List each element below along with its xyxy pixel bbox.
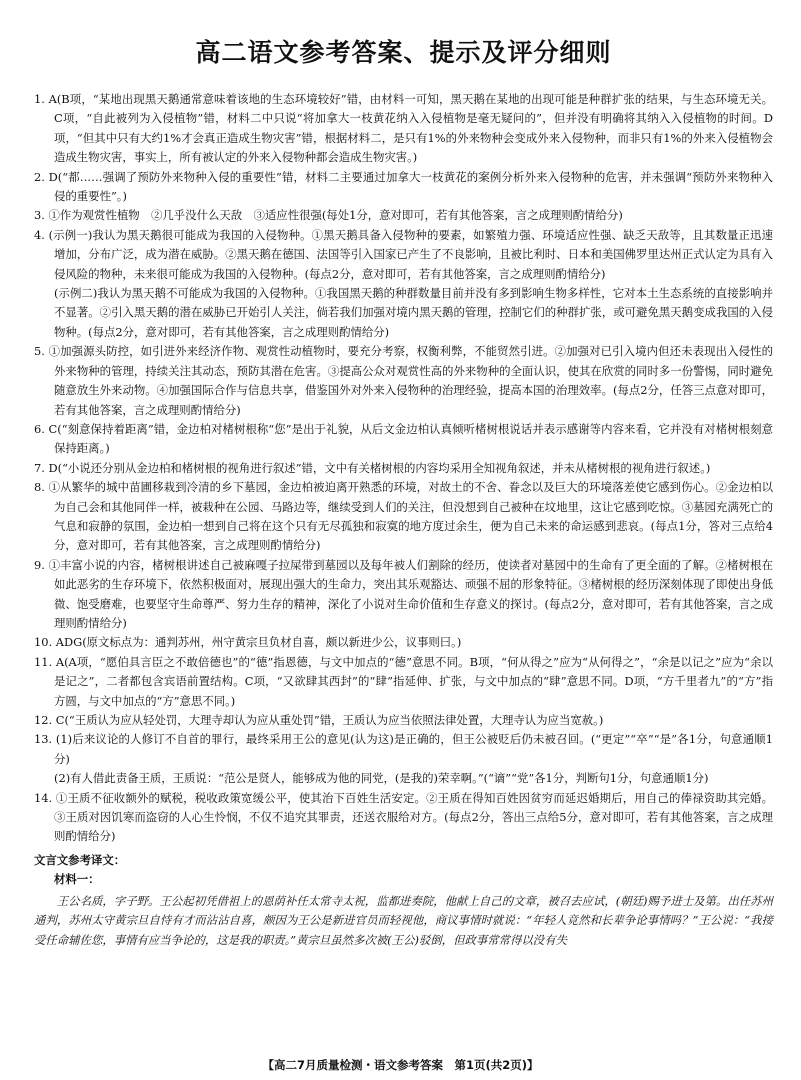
answer-item: 4. (示例一)我认为黑天鹅很可能成为我国的入侵物种。①黑天鹅具备入侵物种的要素，如繁殖力强、环境适应性强、缺乏天敌等，且其数量正迅速增加，分布广泛，成为潜在威胁。②黑天鹅在德国、法国等引入国家已产生了不良影响，且被比利时、日本和美国佛罗里达州正式认定为具有入侵风险的物种，未来很可能成为我国的入侵物种。(每点2分，意对即可，若有其他答案，言之成理则酌情给分) (34, 227, 773, 281)
answer-item: 2. D(“都……强调了预防外来物种入侵的重要性”错，材料二主要通过加拿大一枝黄花的案例分析外来入侵物种的危害，并未强调“预防外来物种入侵的重要性”。) (34, 169, 773, 204)
answer-item: 6. C(“刻意保持着距离”错，金边柏对楮树根称“您”是出于礼貌，从后文金边柏认真倾听楮树根说话并表示感谢等内容来看，它并没有对楮树根刻意保持距离。) (34, 421, 773, 456)
answer-item: 14. ①王质不征收额外的赋税，税收政策宽缓公平，使其治下百姓生活安定。②王质在得知百姓因贫穷而延迟婚期后，用自己的俸禄资助其完婚。③王质对因饥寒而盗窃的人心生怜悯，不仅不追究其罪责，还送衣服给对方。(每点2分，答出三点给5分，意对即可，若有其他答案，言之成理则酌情给分) (34, 790, 773, 844)
answer-item: 9. ①丰富小说的内容，楮树根讲述自己被麻嘎子拉屎带到墓园以及每年被人们割除的经历，使读者对墓园中的生命有了更全面的了解。②楮树根在如此恶劣的生存环境下，依然积极面对，展现出强大的生命力，突出其乐观豁达、顽强不屈的形象特征。③楮树根的经历深刻体现了即使出身低微、饱受磨难，也要坚守生命尊严、努力生存的精神，深化了小说对生命价值和生存意义的探讨。(每点2分，意对即可，若有其他答案，言之成理则酌情给分) (34, 557, 773, 630)
answer-item: 7. D(“小说还分别从金边柏和楮树根的视角进行叙述”错，文中有关楮树根的内容均采用全知视角叙述，并未从楮树根的视角进行叙述。) (34, 460, 711, 475)
answer-item: 8. ①从繁华的城中苗圃移栽到冷清的乡下墓园，金边柏被迫离开熟悉的环境，对故土的不舍、眷念以及巨大的环境落差使它感到伤心。②金边柏以为自己会和其他同伴一样，被栽种在公园、马路边等，继续受到人们的关注，但没想到自己被种在坟地里，这让它感到吃惊。③墓园充满死亡的气息和寂静的氛围，金边柏一想到自己将在这个只有无尽孤独和寂寞的地方度过余生，便为自己未来的命运感到悲哀。(每点1分，答对三点给4分，意对即可，若有其他答案，言之成理则酌情给分) (34, 480, 773, 553)
answer-item: 3. ①作为观赏性植物 ②几乎没什么天敌 ③适应性很强(每处1分，意对即可，若有其他答案，言之成理则酌情给分) (34, 208, 623, 223)
answer-item: 10. ADG(原文标点为：通判苏州，州守黄宗旦负材自喜，颇以新进少公，议事则曰。) (34, 635, 462, 650)
section-heading: 文言文参考译文： (34, 852, 126, 867)
page-title: 高二语文参考答案、提示及评分细则 (195, 38, 612, 67)
answer-item: 12. C(“王质认为应从轻处罚，大理寺却认为应从重处罚”错，王质认为应当依照法律处置，大理寺认为应当宽赦。) (34, 713, 604, 727)
material-heading: 材料一： (54, 872, 100, 887)
answer-item: 1. A(B项，“某地出现黑天鹅通常意味着该地的生态环境较好”错，由材料一可知，黑天鹅在某地的出现可能是种群扩张的结果，与生态环境无关。C项，“自此被列为入侵植物”错，材料二中只说“将加拿大一枝黄花纳入入侵植物是毫无疑问的”，但并没有明确将其纳入入侵植物的时间。D项，“但其中只有大约1%才会真正造成生物灾害”错，根据材料二，是只有1%的外来物种会变成外来入侵物种，而非只有1%的外来入侵植物会造成生物灾害，事实上，所有被认定的外来入侵物种都会造成生物灾害。) (34, 92, 773, 165)
answer-item: 13. (1)后来议论的人修订不自首的罪行，最终采用王公的意见(认为这)是正确的，但王公被贬后仍未被召回。(“更定”“卒”“是”各1分，句意通顺1分) (34, 732, 773, 766)
answer-list (34, 90, 773, 847)
answer-item: 5. ①加强源头防控，如引进外来经济作物、观赏性动植物时，要充分考察，权衡利弊，不能贸然引进。②加强对已引入境内但还未表现出入侵性的外来物种的管理，持续关注其动态，预防其潜在危害。③提高公众对观赏性高的外来物种的全面认识，使其在欣赏的同时多一份警惕，同时避免随意放生外来动物。④加强国际合作与信息共享，借鉴国外对外来入侵物种的治理经验，提高本国的治理效率。(每点2分，任答三点意对即可，若有其他答案，言之成理则酌情给分) (34, 344, 773, 417)
page-footer: 【高二7月质量检测・语文参考答案 第1页(共2页)】 (262, 1058, 539, 1072)
translation-paragraph: 王公名质，字子野。王公起初凭借祖上的恩荫补任太常寺太祝，监都进奏院，他献上自己的文章，被召去应试，(朝廷)赐予进士及第。出任苏州通判，苏州太守黄宗旦自恃有才而沾沾自喜，颇因为王公是新进官员而轻视他，商议事情时就说：“年轻人竟然和长辈争论事情吗？”王公说：“我接受任命辅佐您，事情有应当争论的，这是我的职责。”黄宗旦虽然多次被(王公)驳倒，但政事常常得以没有失 (34, 893, 773, 947)
answer-subitem: (2)有人借此责备王质，王质说：“范公是贤人，能够成为他的同党，(是我的)荣幸啊。”(“谪”“党”各1分，判断句1分，句意通顺1分) (54, 771, 709, 786)
answer-subitem: (示例二)我认为黑天鹅不可能成为我国的入侵物种。①我国黑天鹅的种群数量目前并没有多到影响生物多样性，它对本土生态系统的直接影响并不显著。②引入黑天鹅的潜在威胁已开始引人关注，倘若我们加强对境内黑天鹅的管理，控制它们的种群扩张，或可避免黑天鹅变成我国的入侵物种。(每点2分，意对即可，若有其他答案，言之成理则酌情给分) (54, 286, 773, 339)
answer-item: 11. A(A项，“愿伯具言臣之不敢倍德也”的“德”指恩德，与文中加点的“德”意思不同。B项，“何从得之”应为“从何得之”，“余是以记之”应为“余以是记之”，二者都包含宾语前置结构。C项，“又欲肆其西封”的“肆”指延伸、扩张，与文中加点的“肆”意思不同。D项，“方千里者九”的“方”指方圆，与文中加点的“方”意思不同。) (34, 654, 773, 708)
